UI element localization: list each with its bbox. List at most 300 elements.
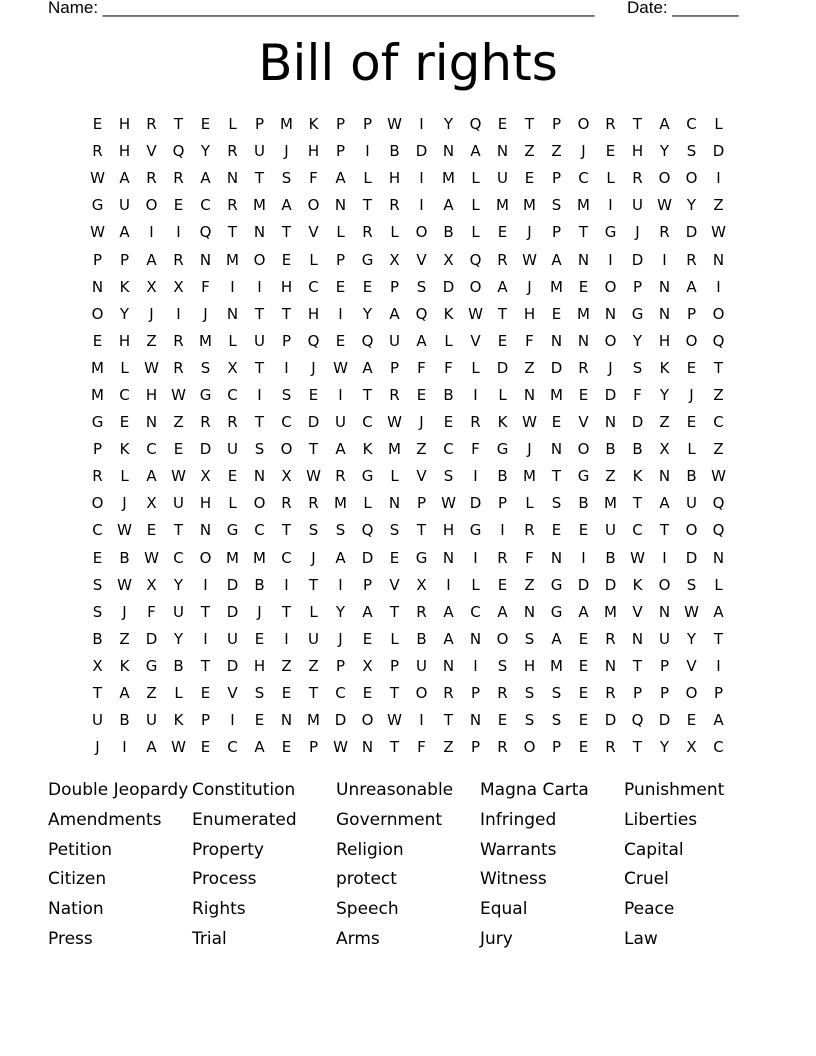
grid-letter: E xyxy=(578,738,589,757)
grid-letter: M xyxy=(577,196,590,215)
grid-letter: I xyxy=(716,277,721,296)
grid-letter: A xyxy=(551,629,562,648)
grid-letter: N xyxy=(442,548,455,567)
grid-letter: E xyxy=(497,223,508,242)
grid-letter: R xyxy=(335,467,346,486)
grid-letter: F xyxy=(417,358,426,377)
grid-letter: S xyxy=(497,656,508,675)
grid-letter: N xyxy=(712,548,725,567)
grid-letter: R xyxy=(497,250,508,269)
grid-letter: H xyxy=(145,385,158,404)
grid-letter: I xyxy=(176,304,181,323)
grid-letter: P xyxy=(551,223,562,242)
grid-letter: C xyxy=(146,440,157,459)
grid-letter: P xyxy=(389,277,400,296)
grid-letter: W xyxy=(441,494,456,513)
grid-letter: P xyxy=(659,656,670,675)
grid-letter: O xyxy=(604,277,617,296)
grid-letter: L xyxy=(228,331,237,350)
grid-letter: P xyxy=(551,115,562,134)
word-bank-item: Peace xyxy=(624,899,675,920)
word-bank-item: Amendments xyxy=(48,809,162,830)
grid-letter: O xyxy=(658,575,671,594)
grid-letter: X xyxy=(389,250,400,269)
grid-letter: T xyxy=(632,738,643,757)
grid-letter: X xyxy=(146,575,157,594)
grid-letter: F xyxy=(525,548,534,567)
grid-letter: A xyxy=(497,277,508,296)
grid-letter: U xyxy=(173,602,184,621)
grid-letter: J xyxy=(635,223,640,242)
grid-letter: N xyxy=(604,413,617,432)
grid-letter: S xyxy=(551,494,562,513)
grid-letter: U xyxy=(308,629,319,648)
word-bank-item: Punishment xyxy=(624,780,725,800)
word-bank-item: Law xyxy=(624,928,658,949)
word-bank-item: Warrants xyxy=(480,839,557,860)
grid-letter: N xyxy=(253,223,266,242)
grid-letter: P xyxy=(335,656,346,675)
grid-letter: J xyxy=(689,385,694,404)
grid-letter: D xyxy=(145,629,158,648)
grid-letter: B xyxy=(119,548,130,567)
grid-letter: L xyxy=(525,494,534,513)
grid-letter: C xyxy=(173,548,184,567)
grid-letter: M xyxy=(280,115,293,134)
grid-letter: I xyxy=(473,467,478,486)
grid-letter: D xyxy=(658,711,671,730)
grid-letter: P xyxy=(470,738,481,757)
grid-letter: K xyxy=(308,115,319,134)
grid-letter: T xyxy=(308,684,319,703)
grid-letter: P xyxy=(92,250,103,269)
grid-letter: T xyxy=(497,304,508,323)
grid-letter: A xyxy=(146,738,157,757)
grid-letter: C xyxy=(470,602,481,621)
grid-letter: M xyxy=(496,196,509,215)
grid-letter: W xyxy=(468,304,483,323)
grid-letter: B xyxy=(119,711,130,730)
grid-letter: R xyxy=(389,196,400,215)
grid-letter: N xyxy=(658,304,671,323)
grid-letter: T xyxy=(362,196,373,215)
grid-letter: B xyxy=(632,440,643,459)
grid-letter: S xyxy=(416,277,427,296)
grid-letter: I xyxy=(581,548,586,567)
grid-letter: W xyxy=(90,169,105,188)
grid-letter: T xyxy=(227,223,238,242)
grid-letter: N xyxy=(388,494,401,513)
grid-letter: M xyxy=(442,169,455,188)
grid-letter: E xyxy=(362,684,373,703)
grid-letter: O xyxy=(577,115,590,134)
grid-letter: H xyxy=(523,656,536,675)
grid-letter: E xyxy=(362,629,373,648)
grid-letter: J xyxy=(311,358,316,377)
grid-letter: F xyxy=(417,738,426,757)
grid-letter: R xyxy=(686,250,697,269)
grid-letter: A xyxy=(389,304,400,323)
word-bank-item: Petition xyxy=(48,839,113,860)
grid-letter: S xyxy=(632,358,643,377)
grid-letter: E xyxy=(578,385,589,404)
grid-letter: B xyxy=(443,223,454,242)
grid-letter: Y xyxy=(686,629,697,648)
grid-letter: H xyxy=(118,115,131,134)
grid-letter: O xyxy=(685,521,698,540)
header-line xyxy=(48,0,748,20)
grid-letter: Z xyxy=(173,413,184,432)
grid-letter: R xyxy=(173,250,184,269)
grid-letter: I xyxy=(284,358,289,377)
grid-letter: S xyxy=(686,575,697,594)
grid-letter: X xyxy=(362,656,373,675)
grid-letter: Y xyxy=(119,304,130,323)
grid-letter: O xyxy=(577,440,590,459)
grid-letter: J xyxy=(527,440,532,459)
grid-letter: W xyxy=(522,413,537,432)
date-field-label: Date: _______ xyxy=(627,0,739,17)
grid-letter: H xyxy=(658,331,671,350)
grid-letter: D xyxy=(415,142,428,161)
grid-letter: N xyxy=(442,656,455,675)
word-bank-item: Capital xyxy=(624,839,684,860)
grid-letter: R xyxy=(146,115,157,134)
grid-letter: T xyxy=(254,304,265,323)
grid-letter: W xyxy=(387,711,402,730)
grid-letter: H xyxy=(307,304,320,323)
grid-letter: Y xyxy=(632,331,643,350)
grid-letter: V xyxy=(686,656,697,675)
grid-letter: V xyxy=(578,413,589,432)
grid-letter: J xyxy=(581,142,586,161)
grid-letter: S xyxy=(254,684,265,703)
grid-letter: E xyxy=(92,548,103,567)
grid-letter: C xyxy=(227,738,238,757)
grid-letter: K xyxy=(362,440,373,459)
grid-letter: R xyxy=(605,684,616,703)
word-bank xyxy=(48,776,768,955)
grid-letter: E xyxy=(92,331,103,350)
grid-letter: M xyxy=(91,358,104,377)
grid-letter: S xyxy=(551,196,562,215)
grid-letter: J xyxy=(338,629,343,648)
grid-letter: U xyxy=(497,169,508,188)
grid-letter: T xyxy=(308,440,319,459)
grid-letter: L xyxy=(309,250,318,269)
word-bank-item: protect xyxy=(336,869,397,890)
grid-letter: N xyxy=(91,277,104,296)
grid-letter: M xyxy=(199,331,212,350)
grid-letter: E xyxy=(254,629,265,648)
grid-letter: J xyxy=(608,358,613,377)
grid-letter: L xyxy=(174,684,183,703)
grid-letter: S xyxy=(443,467,454,486)
grid-letter: T xyxy=(200,656,211,675)
grid-letter: Z xyxy=(659,413,670,432)
grid-letter: T xyxy=(416,521,427,540)
grid-letter: J xyxy=(311,548,316,567)
grid-letter: H xyxy=(199,494,212,513)
grid-letter: P xyxy=(551,738,562,757)
grid-letter: Q xyxy=(469,115,482,134)
grid-letter: A xyxy=(335,440,346,459)
grid-letter: C xyxy=(254,521,265,540)
grid-letter: L xyxy=(120,358,129,377)
grid-letter: Z xyxy=(146,684,157,703)
grid-letter: H xyxy=(253,656,266,675)
grid-letter: U xyxy=(254,142,265,161)
grid-letter: U xyxy=(119,196,130,215)
grid-letter: H xyxy=(280,277,293,296)
word-bank-item: Witness xyxy=(480,869,547,890)
grid-letter: F xyxy=(525,331,534,350)
grid-letter: E xyxy=(254,711,265,730)
grid-letter: Q xyxy=(469,250,482,269)
grid-letter: N xyxy=(496,142,509,161)
grid-letter: E xyxy=(497,115,508,134)
grid-letter: P xyxy=(713,684,724,703)
grid-letter: C xyxy=(578,169,589,188)
grid-letter: I xyxy=(473,548,478,567)
grid-letter: Z xyxy=(308,656,319,675)
grid-letter: S xyxy=(92,602,103,621)
grid-letter: U xyxy=(659,629,670,648)
grid-letter: U xyxy=(254,331,265,350)
grid-letter: D xyxy=(577,575,590,594)
grid-letter: D xyxy=(307,413,320,432)
grid-letter: C xyxy=(119,385,130,404)
grid-letter: B xyxy=(443,385,454,404)
grid-letter: V xyxy=(632,602,643,621)
grid-letter: T xyxy=(389,602,400,621)
grid-letter: H xyxy=(631,142,644,161)
grid-letter: R xyxy=(659,223,670,242)
grid-letter: T xyxy=(200,602,211,621)
grid-letter: Y xyxy=(443,115,454,134)
grid-letter: A xyxy=(416,331,427,350)
grid-letter: R xyxy=(227,196,238,215)
grid-letter: Q xyxy=(361,521,374,540)
grid-letter: S xyxy=(551,684,562,703)
grid-letter: V xyxy=(416,467,427,486)
grid-letter: L xyxy=(390,629,399,648)
grid-letter: V xyxy=(416,250,427,269)
grid-letter: R xyxy=(362,223,373,242)
grid-letter: O xyxy=(685,331,698,350)
grid-letter: N xyxy=(604,304,617,323)
grid-letter: A xyxy=(254,738,265,757)
grid-letter: P xyxy=(308,738,319,757)
grid-letter: J xyxy=(122,494,127,513)
grid-letter: F xyxy=(633,385,642,404)
grid-letter: L xyxy=(444,331,453,350)
grid-letter: M xyxy=(523,196,536,215)
grid-letter: M xyxy=(604,602,617,621)
grid-letter: T xyxy=(281,304,292,323)
grid-letter: W xyxy=(711,223,726,242)
grid-letter: L xyxy=(390,223,399,242)
grid-letter: T xyxy=(578,223,589,242)
grid-letter: P xyxy=(632,684,643,703)
grid-letter: R xyxy=(470,413,481,432)
grid-letter: H xyxy=(307,142,320,161)
word-bank-item: Property xyxy=(192,839,264,860)
grid-letter: Q xyxy=(712,494,725,513)
grid-letter: A xyxy=(578,602,589,621)
grid-letter: I xyxy=(662,548,667,567)
word-bank-item: Citizen xyxy=(48,869,107,890)
grid-letter: X xyxy=(92,656,103,675)
word-bank-item: Rights xyxy=(192,899,246,920)
grid-letter: P xyxy=(362,575,373,594)
grid-letter: A xyxy=(443,602,454,621)
grid-letter: L xyxy=(471,223,480,242)
grid-letter: W xyxy=(171,738,186,757)
grid-letter: G xyxy=(550,575,563,594)
grid-letter: E xyxy=(281,250,292,269)
grid-letter: W xyxy=(684,602,699,621)
grid-letter: U xyxy=(92,711,103,730)
grid-letter: R xyxy=(200,413,211,432)
grid-letter: I xyxy=(122,738,127,757)
grid-letter: E xyxy=(173,196,184,215)
grid-letter: E xyxy=(578,656,589,675)
grid-letter: W xyxy=(387,413,402,432)
grid-letter: Y xyxy=(362,304,373,323)
grid-letter: N xyxy=(550,440,563,459)
grid-letter: L xyxy=(498,385,507,404)
grid-letter: F xyxy=(309,169,318,188)
grid-letter: A xyxy=(659,494,670,513)
grid-letter: S xyxy=(524,629,535,648)
grid-letter: A xyxy=(470,142,481,161)
grid-letter: I xyxy=(716,656,721,675)
grid-letter: L xyxy=(228,115,237,134)
word-bank-item: Enumerated xyxy=(192,809,297,830)
grid-letter: R xyxy=(578,358,589,377)
grid-letter: A xyxy=(335,548,346,567)
grid-letter: D xyxy=(604,575,617,594)
grid-letter: Z xyxy=(713,440,724,459)
word-bank-item: Religion xyxy=(336,839,404,860)
grid-letter: E xyxy=(551,521,562,540)
grid-letter: I xyxy=(257,385,262,404)
name-field-label: Name: ____________________________________________________ xyxy=(48,0,595,17)
grid-letter: M xyxy=(253,196,266,215)
grid-letter: U xyxy=(632,196,643,215)
grid-letter: X xyxy=(146,277,157,296)
grid-letter: M xyxy=(226,250,239,269)
grid-letter: M xyxy=(550,385,563,404)
grid-letter: O xyxy=(523,738,536,757)
grid-letter: I xyxy=(608,196,613,215)
word-bank-item: Constitution xyxy=(192,780,296,800)
grid-letter: R xyxy=(308,494,319,513)
grid-letter: O xyxy=(253,494,266,513)
grid-letter: Z xyxy=(605,467,616,486)
grid-letter: K xyxy=(119,656,130,675)
grid-letter: M xyxy=(253,548,266,567)
grid-letter: D xyxy=(604,711,617,730)
grid-letter: E xyxy=(443,413,454,432)
grid-letter: N xyxy=(577,331,590,350)
grid-letter: D xyxy=(604,385,617,404)
grid-letter: L xyxy=(714,115,723,134)
grid-letter: Z xyxy=(524,142,535,161)
grid-letter: R xyxy=(632,169,643,188)
grid-letter: B xyxy=(254,575,265,594)
grid-letter: I xyxy=(257,277,262,296)
grid-letter: O xyxy=(199,548,212,567)
grid-letter: Q xyxy=(712,331,725,350)
grid-letter: E xyxy=(308,385,319,404)
grid-letter: E xyxy=(497,711,508,730)
grid-letter: O xyxy=(496,629,509,648)
grid-letter: W xyxy=(90,223,105,242)
grid-letter: Y xyxy=(335,602,346,621)
grid-letter: O xyxy=(469,277,482,296)
grid-letter: A xyxy=(335,169,346,188)
grid-letter: Q xyxy=(361,331,374,350)
grid-letter: Z xyxy=(119,629,130,648)
grid-letter: T xyxy=(308,575,319,594)
grid-letter: N xyxy=(550,331,563,350)
grid-letter: R xyxy=(173,169,184,188)
grid-letter: O xyxy=(712,304,725,323)
grid-letter: G xyxy=(577,467,590,486)
word-bank-item: Unreasonable xyxy=(336,780,454,800)
grid-letter: T xyxy=(443,711,454,730)
letter-grid xyxy=(84,111,732,761)
grid-letter: W xyxy=(333,358,348,377)
grid-letter: M xyxy=(550,656,563,675)
grid-letter: O xyxy=(415,223,428,242)
grid-letter: Z xyxy=(281,656,292,675)
grid-letter: E xyxy=(227,467,238,486)
grid-letter: R xyxy=(173,358,184,377)
grid-letter: I xyxy=(608,250,613,269)
grid-letter: W xyxy=(117,521,132,540)
grid-letter: E xyxy=(578,711,589,730)
grid-letter: K xyxy=(497,413,508,432)
grid-letter: I xyxy=(419,711,424,730)
grid-letter: Z xyxy=(443,738,454,757)
grid-letter: O xyxy=(91,494,104,513)
grid-letter: B xyxy=(389,142,400,161)
grid-letter: C xyxy=(281,548,292,567)
grid-letter: S xyxy=(389,521,400,540)
grid-letter: H xyxy=(118,142,131,161)
grid-letter: U xyxy=(389,331,400,350)
grid-letter: T xyxy=(713,629,724,648)
grid-letter: F xyxy=(201,277,210,296)
grid-letter: Q xyxy=(631,711,644,730)
grid-letter: D xyxy=(631,413,644,432)
grid-letter: J xyxy=(149,304,154,323)
grid-letter: E xyxy=(497,331,508,350)
grid-letter: D xyxy=(685,548,698,567)
grid-letter: M xyxy=(604,494,617,513)
grid-letter: L xyxy=(471,575,480,594)
grid-letter: C xyxy=(200,196,211,215)
grid-letter: T xyxy=(632,656,643,675)
grid-letter: G xyxy=(496,440,509,459)
grid-letter: M xyxy=(334,494,347,513)
grid-letter: V xyxy=(227,684,238,703)
grid-letter: B xyxy=(686,467,697,486)
grid-letter: U xyxy=(227,629,238,648)
